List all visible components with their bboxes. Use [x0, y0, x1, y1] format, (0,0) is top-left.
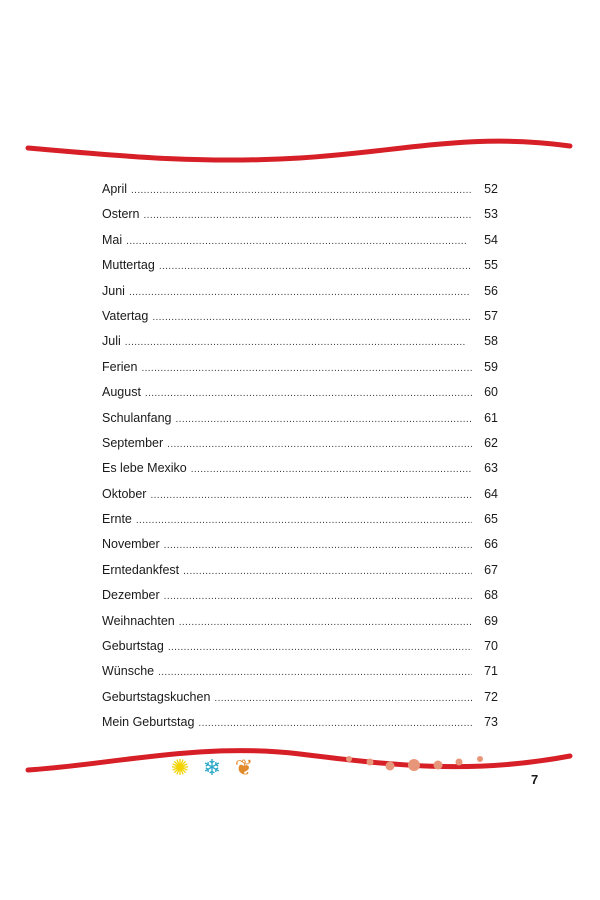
toc-entry-title: Muttertag [102, 258, 155, 273]
toc-dot-leader [167, 438, 472, 452]
toc-entry-page: 64 [484, 486, 498, 501]
toc-entry-title: Juli [102, 334, 121, 349]
toc-entry-title: Es lebe Mexiko [102, 461, 187, 476]
season-icons [168, 756, 256, 780]
toc-entry-page: 68 [484, 588, 498, 603]
top-wave-decoration [0, 130, 600, 170]
toc-dot-leader [141, 362, 472, 376]
toc-entry [102, 461, 498, 486]
toc-entry-page: 53 [484, 207, 498, 222]
toc-entry-title: Juni [102, 283, 125, 298]
toc-dot-leader [145, 387, 472, 401]
toc-dot-leader [136, 514, 472, 528]
toc-entry-page: 67 [484, 562, 498, 577]
toc-entry-title: Erntedankfest [102, 562, 180, 577]
toc-dot-leader [126, 235, 472, 249]
toc-dot-leader [214, 692, 472, 706]
toc-entry-title: Weihnachten [102, 613, 175, 628]
toc-entry-page: 70 [484, 639, 498, 654]
toc-entry [102, 664, 498, 689]
toc-entry [102, 512, 498, 537]
toc-dot-leader [150, 489, 472, 503]
toc-entry-title: Oktober [102, 486, 147, 501]
toc-dot-leader [183, 565, 472, 579]
toc-entry-title: Vatertag [102, 308, 149, 323]
toc-entry-page: 59 [484, 359, 498, 374]
toc-entry-title: September [102, 435, 164, 450]
toc-dot-leader [144, 209, 472, 223]
toc-entry [102, 309, 498, 334]
toc-entry-title: Geburtstagskuchen [102, 689, 211, 704]
toc-entry-page: 71 [484, 664, 498, 679]
snowflake-icon: ❄ [202, 755, 222, 780]
toc-entry [102, 436, 498, 461]
toc-entry-title: Geburtstag [102, 639, 164, 654]
toc-entry [102, 182, 498, 207]
toc-entry-title: August [102, 385, 141, 400]
toc-entry [102, 639, 498, 664]
toc-entry [102, 360, 498, 385]
toc-dot-leader [164, 590, 472, 604]
toc-entry [102, 411, 498, 436]
toc-entry-page: 63 [484, 461, 498, 476]
toc-entry-page: 61 [484, 410, 498, 425]
toc-entry-page: 66 [484, 537, 498, 552]
toc-entry-page: 65 [484, 512, 498, 527]
toc-entry-page: 55 [484, 258, 498, 273]
toc-entry [102, 614, 498, 639]
toc-dot-leader [164, 539, 472, 553]
toc-entry-title: November [102, 537, 160, 552]
toc-entry [102, 537, 498, 562]
toc-entry [102, 690, 498, 715]
toc-entry-title: Schulanfang [102, 410, 172, 425]
toc-entry-title: Ferien [102, 359, 138, 374]
toc-entry [102, 207, 498, 232]
toc-entry-title: Wünsche [102, 664, 155, 679]
toc-entry [102, 334, 498, 359]
toc-dot-leader [152, 311, 472, 325]
toc-entry [102, 284, 498, 309]
toc-entry-title: April [102, 182, 128, 196]
bottom-wave-decoration [0, 740, 600, 785]
table-of-contents [102, 182, 498, 741]
page-number: 7 [531, 772, 539, 787]
toc-entry-page: 62 [484, 435, 498, 450]
toc-entry [102, 233, 498, 258]
toc-entry-title: Mai [102, 232, 123, 247]
toc-entry-page: 69 [484, 613, 498, 628]
toc-dot-leader [198, 717, 472, 731]
toc-entry-page: 58 [484, 334, 498, 349]
toc-dot-leader [158, 666, 472, 680]
toc-entry-title: Dezember [102, 588, 160, 603]
toc-entry [102, 487, 498, 512]
toc-dot-leader [191, 463, 472, 477]
toc-entry [102, 715, 498, 740]
toc-entry-page: 73 [484, 715, 498, 730]
toc-entry-page: 57 [484, 308, 498, 323]
toc-entry [102, 258, 498, 283]
toc-entry-title: Ernte [102, 512, 132, 527]
toc-entry-title: Mein Geburtstag [102, 715, 195, 730]
toc-entry [102, 588, 498, 613]
sun-icon: ✺ [170, 755, 190, 780]
toc-entry-page: 52 [484, 182, 498, 196]
toc-entry-page: 54 [484, 232, 498, 247]
leaf-icon: ❦ [234, 755, 254, 780]
toc-entry [102, 563, 498, 588]
toc-entry-page: 56 [484, 283, 498, 298]
toc-dot-leader [159, 260, 472, 274]
toc-dot-leader [129, 286, 472, 300]
toc-dot-leader [125, 336, 472, 350]
toc-dot-leader [168, 641, 472, 655]
toc-entry-page: 60 [484, 385, 498, 400]
toc-dot-leader [176, 413, 472, 427]
toc-entry [102, 385, 498, 410]
toc-entry-page: 72 [484, 689, 498, 704]
toc-entry-title: Ostern [102, 207, 140, 222]
toc-dot-leader [179, 616, 472, 630]
toc-dot-leader [131, 184, 472, 198]
